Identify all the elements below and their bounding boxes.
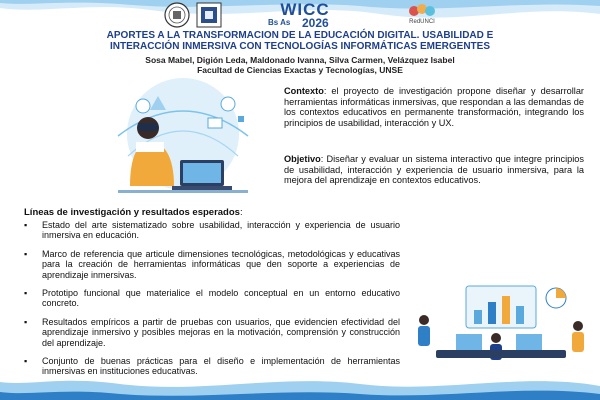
lineas-title: Líneas de investigación y resultados esperados [24,207,240,218]
wicc-title: WICC [280,0,330,19]
redunci-logo [402,2,442,30]
lineas-title-suffix: : [239,207,243,218]
objetivo-label: Objetivo [284,154,321,164]
bottom-wave-decoration [0,366,600,400]
authors: Sosa Mabel, Digión Leda, Maldonado Ivanna, Silva Carmen, Velázquez Isabel [145,55,455,65]
list-item-text: Estado del arte sistematizado sobre usabilidad, interacción y experiencia de usuario inmersiva en educación. [42,220,400,241]
title-line-1: APORTES A LA TRANSFORMACION DE LA EDUCACIÓN DIGITAL. USABILIDAD E [106,30,494,41]
contexto-text: : el proyecto de investigación propone diseñar y desarrollar herramientas informáticas inmersivas, que respondan a las demandas de los contextos educativos en permanente transformación, integrando los principios de usabilidad, interacción y UX. [284,86,584,128]
redunci-label: RedUNCI [409,19,435,25]
faculty: Facultad de Ciencias Exactas y Tecnologías, UNSE [197,65,403,75]
list-item-text: Marco de referencia que articule dimensiones tecnológicas, metodológicas y educativas para la creación de herramientas informáticas que den soporte a experiencias de aprendizaje inmersivas. [42,248,400,280]
list-item-text: Resultados empíricos a partir de pruebas con usuarios, que evidencien efectividad del aprendizaje inmersivo y posibles mejoras en la motivación, comprensión y construcción del aprendizaje. [42,316,400,348]
bullet-icon: ▪ [24,248,28,259]
faculty-logo-icon [196,2,222,28]
list-item [20,220,400,241]
contexto-label: Contexto [284,86,324,96]
paper-title [10,30,590,52]
redunci-mark-icon [402,2,442,20]
title-line-2: INTERACCIÓN INMERSIVA CON TECNOLOGÍAS INFORMÁTICAS EMERGENTES [109,41,490,52]
wicc-location: Bs As [268,18,291,27]
vr-student-illustration-icon [88,76,278,201]
list-item-text: Conjunto de buenas prácticas para el diseño e implementación de herramientas inmersivas en instituciones educativas. [42,356,400,377]
bullet-icon: ▪ [24,288,28,299]
unse-logo-icon [164,2,190,28]
wicc-logo [262,2,348,30]
list-item [20,317,400,348]
bullet-icon: ▪ [24,356,28,367]
objetivo-paragraph [284,154,584,186]
list-item-text: Prototipo funcional que materialice el modelo conceptual en un entorno educativo concreto. [42,288,400,309]
lineas-list [20,220,400,377]
contexto-paragraph [284,86,584,128]
team-data-illustration-icon [396,276,592,376]
bullet-icon: ▪ [24,316,28,327]
list-item [20,288,400,309]
logo-bar [0,2,600,30]
list-item [20,249,400,280]
lineas-heading [24,207,243,218]
bullet-icon: ▪ [24,220,28,230]
wicc-year: 2026 [302,16,329,30]
objetivo-text: : Diseñar y evaluar un sistema interactivo que integre principios de usabilidad, interacción y experiencia de usuario inmersiva, para la mejora del aprendizaje en contextos educativos. [284,154,584,186]
